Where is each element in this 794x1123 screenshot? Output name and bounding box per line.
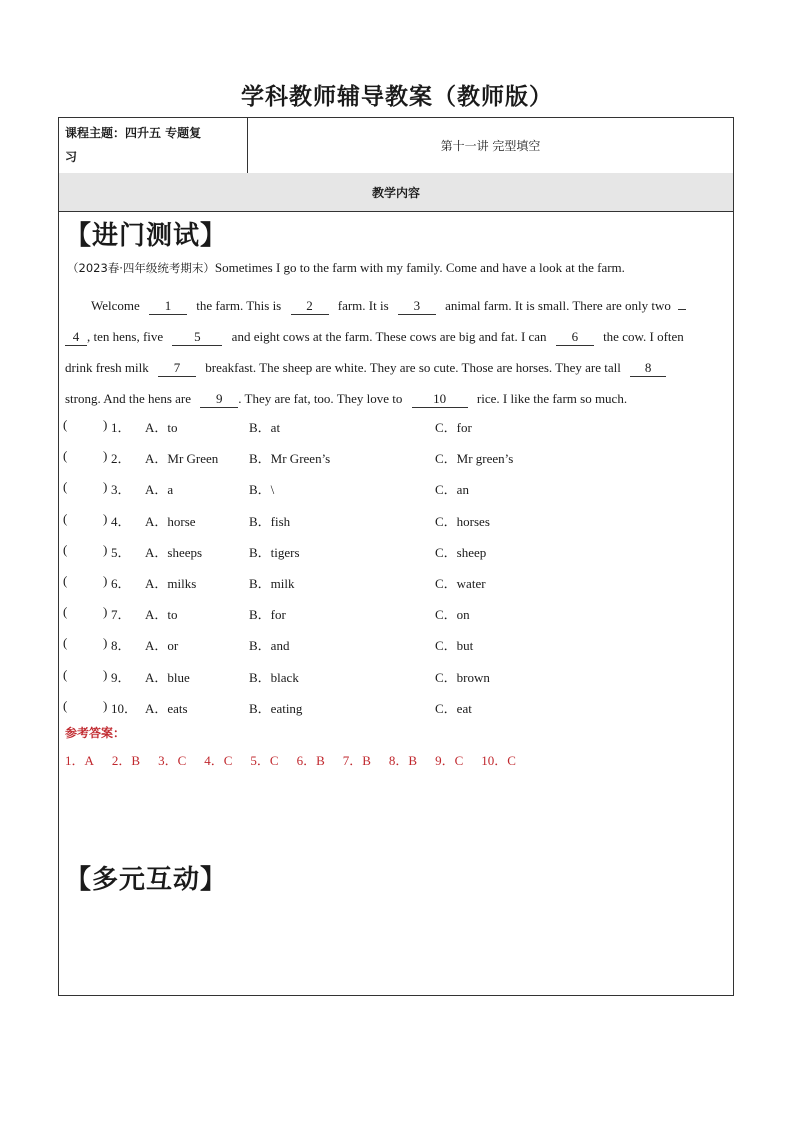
answer-paren-close: ) bbox=[103, 697, 108, 713]
blank-4: 4 bbox=[65, 329, 87, 346]
passage-text: strong. And the hens are bbox=[65, 391, 192, 406]
answer-item: 6．B bbox=[296, 753, 325, 768]
blank-7: 7 bbox=[158, 360, 196, 377]
course-topic-line2: 习 bbox=[65, 150, 78, 164]
option-c: C．but bbox=[435, 638, 474, 654]
answer-paren-close: ) bbox=[103, 541, 108, 557]
passage-text: animal farm. It is small. There are only two bbox=[445, 298, 671, 313]
option-a: A．to bbox=[145, 420, 178, 435]
answer-paren-open: ( bbox=[63, 448, 68, 464]
question-number: 10． bbox=[111, 700, 138, 716]
passage-intro bbox=[67, 260, 625, 276]
answer-key bbox=[65, 750, 534, 769]
passage-text: and eight cows at the farm. These cows are big and fat. I can bbox=[231, 329, 547, 344]
question-row bbox=[63, 635, 723, 655]
answer-item: 8．B bbox=[388, 753, 418, 768]
option-a: A．or bbox=[145, 638, 179, 654]
answer-paren-open: ( bbox=[63, 479, 68, 495]
header-row bbox=[59, 118, 733, 174]
answer-item: 10．C bbox=[481, 753, 516, 768]
blank-6: 6 bbox=[556, 329, 594, 346]
option-b: B．Mr Green’s bbox=[249, 451, 331, 467]
answer-paren-open: ( bbox=[63, 604, 68, 620]
question-number: 7． bbox=[111, 607, 131, 623]
blank-10: 10 bbox=[412, 391, 468, 408]
option-a: A．Mr Green bbox=[145, 451, 219, 467]
option-a: A．a bbox=[145, 482, 174, 498]
section-interaction-heading: 【多元互动】 bbox=[65, 865, 228, 895]
option-b: B．fish bbox=[249, 513, 291, 529]
option-a: A．blue bbox=[145, 669, 190, 685]
blank-4-start bbox=[678, 309, 686, 310]
course-topic-line1: 课程主题：四升五 专题复 bbox=[65, 126, 202, 140]
lecture-title-cell: 第十一讲 完型填空 bbox=[440, 139, 541, 153]
question-row bbox=[63, 511, 723, 531]
answer-item: 9．C bbox=[435, 753, 464, 768]
question-row bbox=[63, 573, 723, 593]
answer-paren-close: ) bbox=[103, 417, 108, 432]
option-c: C．eat bbox=[435, 700, 472, 716]
option-c: C．horses bbox=[435, 513, 490, 529]
option-c: C．sheep bbox=[435, 544, 487, 560]
question-number: 6． bbox=[111, 576, 131, 591]
question-number: 4． bbox=[111, 513, 131, 529]
passage-text: . They are fat, too. They love to bbox=[238, 391, 403, 406]
passage-text: breakfast. The sheep are white. They are so cute. Those are horses. They are tall bbox=[205, 360, 621, 375]
option-b: B．at bbox=[249, 420, 281, 435]
passage-line-2 bbox=[65, 321, 729, 352]
answer-paren-close: ) bbox=[103, 604, 108, 620]
question-row bbox=[63, 479, 723, 499]
option-a: A．sheeps bbox=[145, 544, 203, 560]
answer-item: 4．C bbox=[204, 753, 233, 768]
question-row bbox=[63, 417, 723, 437]
answer-paren-open: ( bbox=[63, 666, 68, 682]
passage-text: , ten hens, five bbox=[87, 329, 164, 344]
question-number: 8． bbox=[111, 638, 131, 654]
option-a: A．milks bbox=[145, 576, 197, 591]
passage-text: Welcome bbox=[91, 298, 140, 313]
option-c: C．on bbox=[435, 607, 470, 623]
option-b: B．and bbox=[249, 638, 290, 654]
answer-paren-close: ) bbox=[103, 479, 108, 495]
passage-text: the farm. This is bbox=[196, 298, 282, 313]
answer-paren-open: ( bbox=[63, 697, 68, 713]
option-c: C．water bbox=[435, 576, 486, 591]
intro-text: Sometimes I go to the farm with my family. Come and have a look at the farm. bbox=[214, 260, 625, 275]
question-row bbox=[63, 604, 723, 624]
answer-paren-close: ) bbox=[103, 666, 108, 682]
course-topic-cell bbox=[59, 118, 248, 173]
option-c: C．for bbox=[435, 420, 472, 435]
question-row bbox=[63, 448, 723, 468]
option-a: A．eats bbox=[145, 700, 188, 716]
document-title: 学科教师辅导教案（教师版） bbox=[241, 84, 553, 110]
question-number: 2． bbox=[111, 451, 131, 467]
lesson-plan-table bbox=[58, 117, 734, 996]
option-b: B．tigers bbox=[249, 544, 300, 560]
passage-text: farm. It is bbox=[337, 298, 389, 313]
option-c: C．brown bbox=[435, 669, 490, 685]
passage-text: the cow. I often bbox=[603, 329, 684, 344]
question-number: 1． bbox=[111, 420, 131, 435]
answer-paren-open: ( bbox=[63, 635, 68, 651]
passage-text: rice. I like the farm so much. bbox=[476, 391, 628, 406]
option-b: B．eating bbox=[249, 700, 303, 716]
section-entry-test-heading: 【进门测试】 bbox=[65, 221, 228, 251]
passage-text: drink fresh milk bbox=[65, 360, 149, 375]
question-row bbox=[63, 667, 723, 687]
answer-paren-close: ) bbox=[103, 448, 108, 464]
option-b: B．for bbox=[249, 607, 286, 623]
option-c: C．an bbox=[435, 482, 469, 498]
answer-item: 1．A bbox=[65, 753, 94, 768]
answer-item: 5．C bbox=[250, 753, 279, 768]
answer-paren-close: ) bbox=[103, 635, 108, 651]
blank-3: 3 bbox=[398, 298, 436, 315]
teaching-content-header: 教学内容 bbox=[59, 173, 733, 212]
blank-5: 5 bbox=[172, 329, 222, 346]
blank-8: 8 bbox=[630, 360, 666, 377]
answer-item: 2．B bbox=[111, 753, 141, 768]
cloze-passage bbox=[65, 290, 729, 414]
option-a: A．horse bbox=[145, 513, 196, 529]
question-number: 5． bbox=[111, 544, 131, 560]
question-source: （2023春·四年级统考期末） bbox=[67, 261, 215, 275]
answer-paren-open: ( bbox=[63, 541, 68, 557]
answer-item: 3．C bbox=[158, 753, 187, 768]
answer-key-label: 参考答案： bbox=[65, 726, 126, 740]
option-b: B．\ bbox=[249, 482, 275, 498]
passage-line-1 bbox=[65, 290, 729, 321]
answer-paren-open: ( bbox=[63, 573, 68, 588]
blank-9: 9 bbox=[200, 391, 238, 408]
option-b: B．milk bbox=[249, 576, 295, 591]
question-number: 3． bbox=[111, 482, 131, 498]
blank-2: 2 bbox=[291, 298, 329, 315]
question-number: 9． bbox=[111, 669, 131, 685]
answer-paren-close: ) bbox=[103, 573, 108, 588]
passage-line-3 bbox=[65, 352, 729, 383]
answer-item: 7．B bbox=[342, 753, 371, 768]
option-a: A．to bbox=[145, 607, 178, 623]
question-row bbox=[63, 542, 723, 562]
option-c: C．Mr green’s bbox=[435, 451, 514, 467]
answer-paren-close: ) bbox=[103, 510, 108, 526]
question-row bbox=[63, 698, 723, 718]
passage-line-4 bbox=[65, 383, 729, 414]
blank-1: 1 bbox=[149, 298, 187, 315]
answer-paren-open: ( bbox=[63, 510, 68, 526]
answer-paren-open: ( bbox=[63, 417, 68, 432]
option-b: B．black bbox=[249, 669, 299, 685]
